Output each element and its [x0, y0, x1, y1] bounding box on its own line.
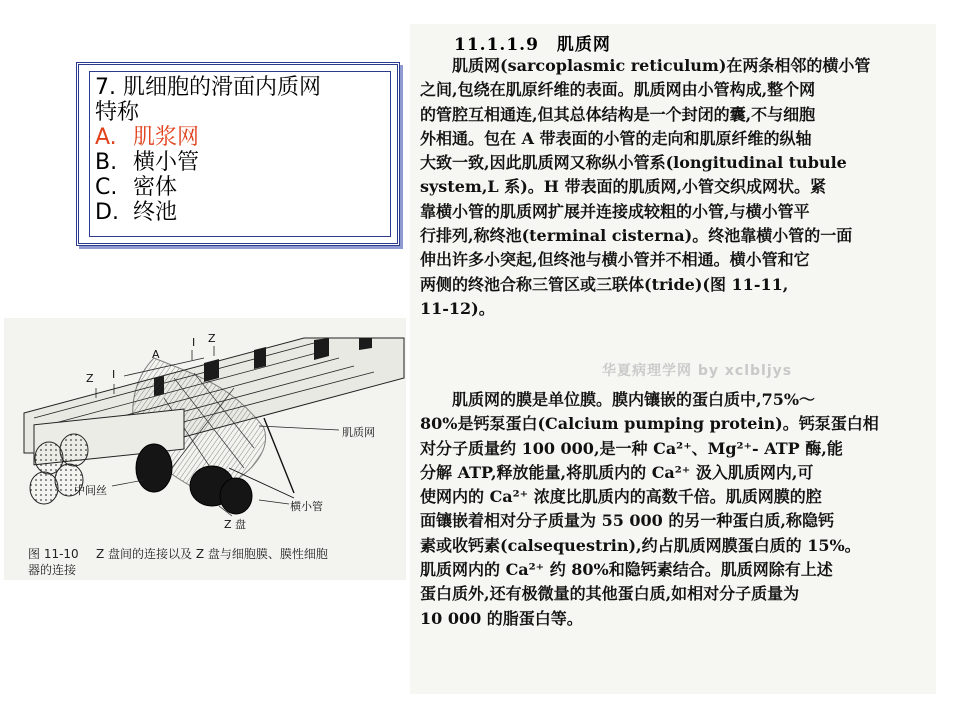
option-b	[95, 150, 385, 175]
paragraph-1-line: 大致一致,因此肌质网又称纵小管系(longitudinal tubule	[420, 153, 847, 173]
figure-label-i1: I	[112, 368, 116, 381]
question-title-line2: 特称	[95, 100, 140, 125]
option-c-label: C.	[95, 175, 118, 200]
figure-label-intermediate-filament: 中间丝	[74, 484, 107, 497]
paragraph-2-line: 分解 ATP,释放能量,将肌质内的 Ca²⁺ 汲入肌质网内,可	[420, 462, 814, 482]
paragraph-1-line: 11-12)。	[420, 298, 495, 318]
paragraph-2-line: 肌质网的膜是单位膜。膜内镶嵌的蛋白质中,75%～	[420, 390, 816, 409]
option-a-text: 肌浆网	[133, 125, 200, 150]
paragraph-1-line: 伸出许多小突起,但终池与横小管并不相通。横小管和它	[420, 250, 810, 270]
figure-label-z-disc: Z 盘	[224, 518, 247, 531]
figure-caption-text1: Z 盘间的连接以及 Z 盘与细胞膜、膜性细胞	[96, 547, 328, 561]
question-text	[95, 75, 385, 225]
option-d-label: D.	[95, 200, 119, 225]
question-box	[76, 62, 400, 246]
option-c	[95, 175, 385, 200]
figure-caption-line2: 器的连接	[28, 563, 77, 577]
paragraph-2-line: 素或收钙素(calsequestrin),约占肌质网膜蛋白质的 15%。	[420, 535, 861, 555]
option-a	[95, 125, 385, 150]
textbook-page-scan	[410, 24, 936, 694]
figure-caption-number: 图 11-10	[28, 547, 79, 561]
paragraph-1-line: 两侧的终池合称三管区或三联体(tride)(图 11-11,	[420, 274, 789, 294]
paragraph-2-line: 蛋白质外,还有极微量的其他蛋白质,如相对分子质量为	[420, 584, 800, 604]
option-c-text: 密体	[133, 175, 178, 200]
paragraph-1-line: 靠横小管的肌质网扩展并连接成较粗的小管,与横小管平	[420, 201, 810, 221]
section-title: 11.1.1.9 肌质网	[454, 35, 611, 55]
paragraph-2-line: 面镶嵌着相对分子质量为 55 000 的另一种蛋白质,称隐钙	[420, 511, 834, 531]
figure-caption	[28, 546, 398, 578]
paragraph-1-line: 外相通。包在 A 带表面的小管的走向和肌原纤维的纵轴	[420, 128, 812, 148]
paragraph-1-line: 肌质网(sarcoplasmic reticulum)在两条相邻的横小管	[420, 56, 871, 75]
figure-label-sarcoplasmic-reticulum: 肌质网	[342, 426, 375, 439]
figure-label-t-tubule: 横小管	[290, 500, 323, 513]
paragraph-2-line: 80%是钙泵蛋白(Calcium pumping protein)。钙泵蛋白相	[420, 414, 879, 434]
paragraph-1-line: 行排列,称终池(terminal cisterna)。终池靠横小管的一面	[420, 226, 853, 246]
figure-label-z2: Z	[208, 332, 216, 345]
paragraph-2-line: 对分子质量约 100 000,是一种 Ca²⁺、Mg²⁺- ATP 酶,能	[420, 438, 843, 458]
option-b-text: 横小管	[133, 150, 200, 175]
paragraph-2-line: 肌质网内的 Ca²⁺ 约 80%和隐钙素结合。肌质网除有上述	[420, 560, 833, 580]
paragraph-1-line: 之间,包绕在肌原纤维的表面。肌质网由小管构成,整个网	[420, 80, 816, 100]
paragraph-2	[420, 388, 926, 631]
watermark: 华夏病理学网 by xclbljys	[602, 363, 793, 379]
question-title-line1: 7. 肌细胞的滑面内质网	[95, 75, 321, 100]
option-d	[95, 200, 385, 225]
option-a-label: A.	[95, 125, 117, 150]
option-d-text: 终池	[133, 200, 178, 225]
figure-label-a: A	[152, 348, 160, 361]
paragraph-2-line: 10 000 的脂蛋白等。	[420, 608, 583, 628]
figure-caption-line1	[28, 546, 398, 562]
paragraph-1-line: 的管腔互相通连,但其总体结构是一个封闭的囊,不与细胞	[420, 104, 816, 124]
paragraph-1	[420, 54, 926, 321]
paragraph-1-line: system,L 系)。H 带表面的肌质网,小管交织成网状。紧	[420, 177, 827, 197]
figure-label-i2: I	[192, 336, 196, 349]
option-b-label: B.	[95, 150, 118, 175]
figure-label-z1: Z	[86, 372, 94, 385]
muscle-fiber-figure	[4, 318, 406, 580]
paragraph-2-line: 使网内的 Ca²⁺ 浓度比肌质内的高数千倍。肌质网膜的腔	[420, 487, 822, 507]
